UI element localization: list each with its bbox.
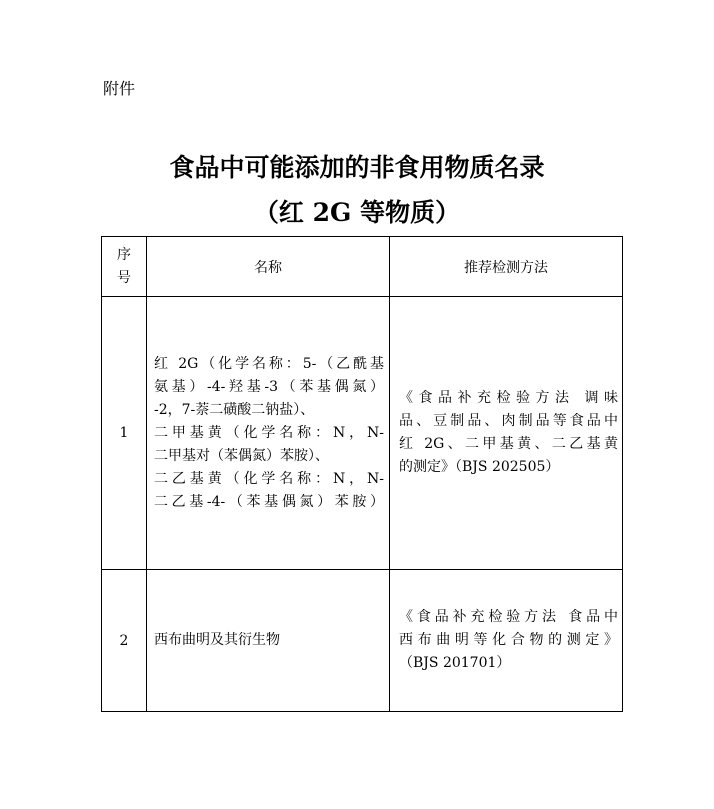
method-line: 西布曲明等化合物的测定》 [399, 632, 618, 648]
name-line: -2，7-萘二磺酸二钠盐）、 [154, 401, 315, 418]
name-line: 二乙基黄（化学名称：N，N- [154, 470, 384, 487]
row-method [390, 387, 622, 479]
header-method-cell [390, 237, 623, 297]
method-line: 红 2G、二甲基黄、二乙基黄 [399, 436, 618, 452]
name-line: 二甲基对（苯偶氮）苯胺）、 [154, 447, 329, 464]
header-index-cell [102, 237, 147, 297]
name-line: 红 2G（化学名称：5-（乙酰基 [154, 355, 384, 372]
row-method-cell [390, 570, 623, 712]
header-index: 序号 [117, 246, 131, 286]
row-name-cell [147, 570, 390, 712]
row-name-cell [147, 297, 390, 570]
method-line: 《食品补充检验方法 食品中 [399, 609, 618, 625]
method-line: 《食品补充检验方法 调味 [399, 390, 618, 406]
row-method-cell [390, 297, 623, 570]
method-line: 品、豆制品、肉制品等食品中 [399, 413, 618, 429]
header-method: 推荐检测方法 [464, 259, 548, 276]
name-line: 二甲基黄（化学名称：N，N- [154, 424, 384, 441]
row-name [147, 629, 389, 652]
row-index: 2 [102, 570, 147, 712]
substance-table [101, 236, 623, 712]
method-line: 的测定》（BJS 202505） [399, 459, 560, 475]
method-line: （BJS 201701） [399, 655, 511, 671]
name-line: 西布曲明及其衍生物 [154, 632, 280, 648]
table-row [102, 570, 623, 712]
row-name [147, 353, 389, 514]
table-header-row [102, 237, 623, 297]
attachment-label: 附件 [103, 79, 136, 98]
header-name-cell [147, 237, 390, 297]
name-line: 氨基）-4-羟基-3（苯基偶氮） [154, 378, 384, 395]
row-method [390, 606, 622, 675]
page-subtitle: （红 2G 等物质） [253, 198, 461, 227]
name-line: 二乙基-4-（苯基偶氮）苯胺） [154, 493, 384, 510]
header-name: 名称 [254, 259, 282, 276]
row-index: 1 [102, 297, 147, 570]
table-row [102, 297, 623, 570]
page-title: 食品中可能添加的非食用物质名录 [169, 153, 545, 182]
